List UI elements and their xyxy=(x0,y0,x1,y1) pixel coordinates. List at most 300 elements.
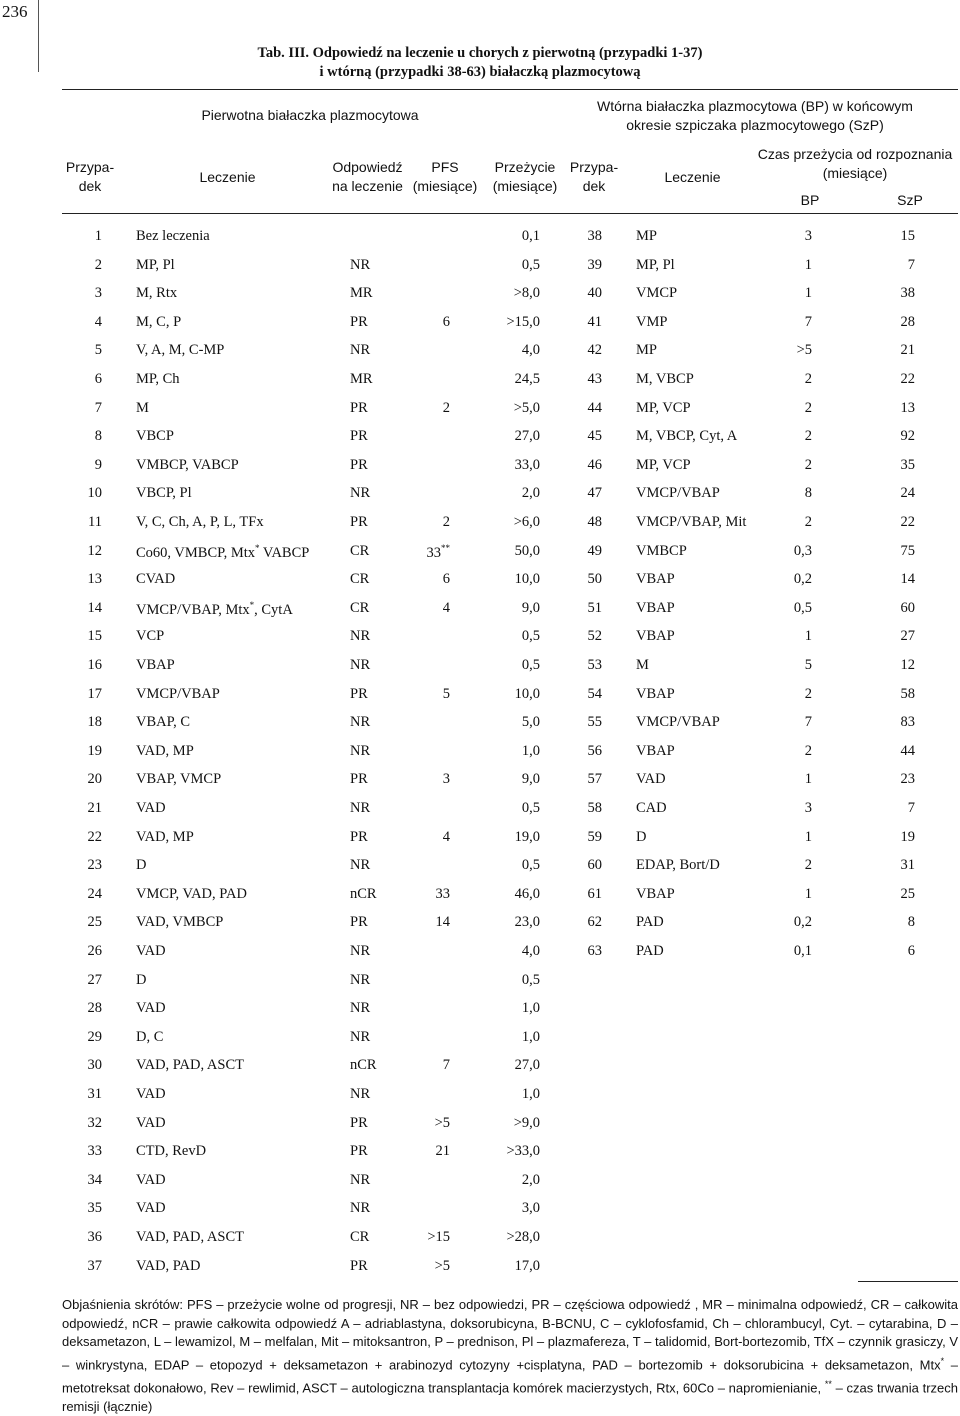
secondary-bp-cell: 0,3 xyxy=(793,542,812,559)
primary-survival-cell: 46,0 xyxy=(514,885,540,902)
primary-survival-cell: 19,0 xyxy=(514,828,540,845)
secondary-case-cell: 60 xyxy=(587,857,602,874)
primary-treatment-cell xyxy=(136,1229,244,1246)
primary-response-cell: PR xyxy=(350,428,368,445)
primary-case-cell: 10 xyxy=(87,485,102,502)
table-row xyxy=(0,628,960,648)
secondary-treatment-cell: MP, VCP xyxy=(636,456,691,473)
primary-survival-cell: 4,0 xyxy=(521,943,540,959)
primary-survival-cell: 27,0 xyxy=(514,1057,540,1074)
primary-pfs-cell: >5 xyxy=(434,1114,450,1131)
primary-treatment-cell xyxy=(136,1172,166,1189)
primary-case-cell: 26 xyxy=(87,943,102,959)
secondary-szp-cell: 38 xyxy=(900,285,915,302)
secondary-bp-cell: 7 xyxy=(804,313,812,330)
primary-pfs-cell: >15 xyxy=(427,1229,450,1245)
primary-case-cell: 17 xyxy=(87,685,102,702)
secondary-case-cell: 40 xyxy=(587,285,602,302)
primary-response-cell: NR xyxy=(350,256,371,273)
primary-treatment-text: VAD xyxy=(136,1171,166,1188)
secondary-bp-cell: 2 xyxy=(804,428,812,445)
primary-survival-cell: 0,5 xyxy=(521,628,540,645)
footnote-sup-2: ** xyxy=(824,1378,832,1389)
primary-case-cell: 23 xyxy=(87,857,102,874)
col-header-survival-diag-line-2: (miesiące) xyxy=(822,165,888,181)
primary-survival-cell: >9,0 xyxy=(513,1114,540,1131)
primary-survival-cell: 33,0 xyxy=(514,456,540,473)
secondary-case-cell: 51 xyxy=(587,599,602,616)
primary-treatment-text: M, C, P xyxy=(136,313,182,330)
table-row xyxy=(0,514,960,534)
col-header-case xyxy=(62,158,118,196)
secondary-treatment-cell: VMP xyxy=(636,313,668,330)
primary-treatment-text: VAD, PAD, ASCT xyxy=(136,1229,244,1245)
primary-treatment-text: VAD xyxy=(136,943,166,959)
primary-response-cell: NR xyxy=(350,1000,371,1017)
caption-line-1: Tab. III. Odpowiedź na leczenie u chorych z pierwotną (przypadki 1-37) xyxy=(257,45,703,61)
primary-survival-cell: 1,0 xyxy=(521,1086,540,1102)
primary-treatment-text: M xyxy=(136,399,149,416)
secondary-case-cell: 55 xyxy=(587,714,602,731)
primary-treatment-cell xyxy=(136,314,181,331)
primary-treatment-text: VAD xyxy=(136,1000,166,1017)
table-row xyxy=(0,1000,960,1020)
table-top-rule xyxy=(62,89,958,90)
primary-pfs-cell: 21 xyxy=(435,1143,450,1160)
footnote-text-1: Objaśnienia skrótów: PFS – przeżycie wolne od progresji, NR – bez odpowiedzi, PR – częściowa odpowiedź , MR – minimalna odpowiedź, CR – całkowita odpowiedź, nCR – prawie całkowita odpowiedź A – adriablastyna, doksorubicyna, B-BCNU, C – cyklofosfamid, Ch – chlorambucyl, Cyt. – cytarabina, D – deksametazon, L – lewamizol, M – melfalan, Mit – mitoksantron, P – prednison, Pl – plazmafereza, T – talidomid, Bort-bortezomib, TfX – czynnik grasiczy, V – winkrystyna, EDAP – etopozyd + deksametazon + arabinozyd cytozyny +cisplatyna, PAD – bortezomib + doksorubicina + deksametazon, Mtx xyxy=(62,1297,958,1373)
primary-case-cell: 3 xyxy=(94,285,102,302)
secondary-treatment-cell: PAD xyxy=(636,943,664,959)
primary-case-cell: 18 xyxy=(87,714,102,731)
secondary-case-cell: 41 xyxy=(587,313,602,330)
table-row xyxy=(0,1258,960,1278)
primary-case-cell: 20 xyxy=(87,771,102,788)
secondary-treatment-cell: VBAP xyxy=(636,628,675,645)
secondary-case-cell: 57 xyxy=(587,771,602,788)
primary-survival-cell: 5,0 xyxy=(521,714,540,731)
primary-treatment-text: VAD, MP xyxy=(136,742,194,759)
table-row xyxy=(0,771,960,791)
primary-case-cell: 21 xyxy=(87,800,102,816)
table-row xyxy=(0,428,960,448)
primary-treatment-cell xyxy=(136,857,146,874)
primary-treatment-text: V, A, M, C-MP xyxy=(136,342,225,359)
secondary-bp-cell: 0,2 xyxy=(793,914,812,931)
table-row xyxy=(0,743,960,763)
table-row xyxy=(0,314,960,334)
secondary-bp-cell: 2 xyxy=(804,399,812,416)
col-header-survival-line-1: Przeżycie xyxy=(494,159,556,175)
primary-treatment-sup: * xyxy=(249,599,255,610)
primary-survival-cell: 50,0 xyxy=(514,542,540,559)
primary-survival-cell: 17,0 xyxy=(514,1257,540,1274)
col-header-pfs xyxy=(405,158,485,196)
primary-pfs-text: 33 xyxy=(426,544,441,561)
secondary-case-cell: 61 xyxy=(587,885,602,902)
secondary-szp-cell: 12 xyxy=(900,657,915,673)
table-row xyxy=(0,228,960,248)
secondary-szp-cell: 6 xyxy=(907,943,915,959)
table-row xyxy=(0,1115,960,1135)
primary-survival-cell: 0,5 xyxy=(521,256,540,273)
primary-group-header: Pierwotna białaczka plazmocytowa xyxy=(201,107,419,123)
primary-pfs-cell: 14 xyxy=(435,914,450,931)
secondary-treatment-cell: VAD xyxy=(636,771,666,788)
primary-case-cell: 35 xyxy=(87,1200,102,1217)
secondary-szp-cell: 7 xyxy=(907,256,915,273)
primary-pfs-cell: 7 xyxy=(442,1057,450,1074)
secondary-case-cell: 45 xyxy=(587,428,602,445)
primary-treatment-text: VAD, VMBCP xyxy=(136,914,224,931)
table-row xyxy=(0,914,960,934)
secondary-bp-cell: 2 xyxy=(804,685,812,702)
primary-treatment-text: VMCP/VBAP, Mtx xyxy=(136,601,250,618)
primary-pfs-cell: 3 xyxy=(442,771,450,788)
primary-treatment-cell xyxy=(136,943,166,960)
secondary-case-cell: 44 xyxy=(587,399,602,416)
primary-survival-cell: 27,0 xyxy=(514,428,540,445)
primary-treatment-cell xyxy=(136,485,192,502)
primary-case-cell: 34 xyxy=(87,1171,102,1188)
table-row xyxy=(0,285,960,305)
primary-response-cell: nCR xyxy=(350,885,377,902)
primary-case-cell: 9 xyxy=(94,456,102,473)
primary-response-cell: NR xyxy=(350,1200,371,1217)
primary-treatment-text: CVAD xyxy=(136,571,176,588)
primary-response-cell: PR xyxy=(350,313,368,330)
primary-response-cell: CR xyxy=(350,571,370,588)
primary-treatment-text: VMBCP, VABCP xyxy=(136,456,239,473)
primary-treatment-cell xyxy=(136,285,177,302)
secondary-treatment-cell: M, VBCP, Cyt, A xyxy=(636,428,738,445)
primary-treatment-cell xyxy=(136,1057,244,1074)
col-header-survival-from-diagnosis xyxy=(755,145,955,183)
secondary-szp-cell: 27 xyxy=(900,628,915,645)
secondary-szp-cell: 75 xyxy=(900,542,915,559)
primary-treatment-text: Co60, VMBCP, Mtx xyxy=(136,544,255,561)
primary-treatment-text: VMCP, VAD, PAD xyxy=(136,885,247,902)
secondary-szp-cell: 31 xyxy=(900,857,915,874)
table-row xyxy=(0,943,960,963)
primary-survival-cell: >5,0 xyxy=(513,399,540,416)
secondary-szp-cell: 22 xyxy=(900,371,915,387)
secondary-szp-cell: 19 xyxy=(900,828,915,845)
primary-response-cell: NR xyxy=(350,943,371,959)
primary-case-cell: 22 xyxy=(87,828,102,845)
table-row xyxy=(0,257,960,277)
primary-pfs-cell: 5 xyxy=(442,685,450,702)
footnote-text-2: – metotreksat dokonałowo, Rev – rewlimid, ASCT – autologiczna transplantacja komórek macierzystych, Rtx, 60Co – napromienianie, xyxy=(62,1357,959,1396)
primary-survival-cell: 2,0 xyxy=(521,1171,540,1188)
primary-response-cell: PR xyxy=(350,828,368,845)
secondary-bp-cell: 1 xyxy=(804,885,812,902)
col-header-treatment-secondary: Leczenie xyxy=(664,169,721,185)
col-header-case-secondary-line-1: Przypa- xyxy=(569,159,619,175)
primary-case-cell: 8 xyxy=(94,428,102,445)
secondary-bp-cell: 1 xyxy=(804,771,812,788)
table-row xyxy=(0,371,960,391)
primary-case-cell: 13 xyxy=(87,571,102,588)
primary-treatment-text: VBCP, Pl xyxy=(136,485,192,502)
secondary-treatment-cell: VBAP xyxy=(636,685,675,702)
primary-survival-cell: 4,0 xyxy=(521,342,540,359)
table-row xyxy=(0,400,960,420)
secondary-szp-cell: 24 xyxy=(900,485,915,502)
primary-treatment-cell xyxy=(136,800,166,817)
primary-treatment-cell xyxy=(136,400,149,417)
secondary-treatment-cell: VBAP xyxy=(636,885,675,902)
table-row xyxy=(0,1172,960,1192)
primary-treatment-text: VAD xyxy=(136,1114,166,1131)
primary-response-cell: NR xyxy=(350,657,371,673)
secondary-treatment-cell: VMCP xyxy=(636,285,678,302)
secondary-case-cell: 50 xyxy=(587,571,602,588)
col-header-case-secondary-line-2: dek xyxy=(582,178,606,194)
primary-treatment-text: VBAP, C xyxy=(136,714,190,731)
primary-pfs-cell: 4 xyxy=(442,599,450,616)
primary-case-cell: 14 xyxy=(87,599,102,616)
col-header-szp: SzP xyxy=(897,192,923,208)
primary-survival-cell: 0,5 xyxy=(521,971,540,988)
secondary-bp-cell: 0,2 xyxy=(793,571,812,588)
primary-pfs-cell: 4 xyxy=(442,828,450,845)
primary-case-cell: 12 xyxy=(87,542,102,559)
secondary-bp-cell: 7 xyxy=(804,714,812,731)
primary-treatment-cell xyxy=(136,1143,206,1160)
primary-case-cell: 32 xyxy=(87,1114,102,1131)
secondary-szp-cell: 44 xyxy=(900,742,915,759)
primary-survival-cell: 0,5 xyxy=(521,657,540,673)
primary-treatment-text: VAD, PAD, ASCT xyxy=(136,1057,244,1074)
secondary-treatment-cell: MP xyxy=(636,342,657,359)
primary-response-cell: CR xyxy=(350,1229,370,1245)
secondary-treatment-cell: M xyxy=(636,657,649,673)
secondary-bp-cell: 1 xyxy=(804,628,812,645)
primary-treatment-text: VAD, MP xyxy=(136,828,194,845)
primary-treatment-cell xyxy=(136,257,175,274)
table-row xyxy=(0,686,960,706)
primary-response-cell: CR xyxy=(350,599,370,616)
primary-treatment-cell xyxy=(136,1258,200,1275)
primary-survival-cell: >15,0 xyxy=(506,313,540,330)
primary-case-cell: 28 xyxy=(87,1000,102,1017)
primary-response-cell: PR xyxy=(350,399,368,416)
secondary-szp-cell: 83 xyxy=(900,714,915,731)
secondary-group-line-2: okresie szpiczaka plazmocytowego (SzP) xyxy=(626,117,884,133)
primary-treatment-text: VBAP, VMCP xyxy=(136,771,222,788)
primary-treatment-cell xyxy=(136,514,264,531)
secondary-case-cell: 63 xyxy=(587,943,602,959)
primary-survival-cell: 0,5 xyxy=(521,857,540,874)
table-row xyxy=(0,1229,960,1249)
table-row xyxy=(0,1200,960,1220)
table-row xyxy=(0,1057,960,1077)
primary-treatment-text: Bez leczenia xyxy=(136,228,210,244)
secondary-treatment-cell: M, VBCP xyxy=(636,371,694,387)
secondary-bp-cell: 2 xyxy=(804,514,812,530)
secondary-szp-cell: 58 xyxy=(900,685,915,702)
table-row xyxy=(0,857,960,877)
table-row xyxy=(0,485,960,505)
table-row xyxy=(0,600,960,620)
primary-survival-cell: 10,0 xyxy=(514,685,540,702)
secondary-bp-cell: >5 xyxy=(796,342,812,359)
secondary-case-cell: 47 xyxy=(587,485,602,502)
primary-response-cell: PR xyxy=(350,456,368,473)
primary-response-cell: MR xyxy=(350,371,373,387)
secondary-szp-cell: 23 xyxy=(900,771,915,788)
col-header-survival xyxy=(480,158,570,196)
secondary-szp-cell: 25 xyxy=(900,885,915,902)
primary-treatment-text: VCP xyxy=(136,628,165,645)
primary-treatment-text: VMCP/VBAP xyxy=(136,685,220,702)
secondary-treatment-cell: VMCP/VBAP xyxy=(636,485,720,502)
secondary-szp-cell: 13 xyxy=(900,399,915,416)
secondary-bp-cell: 3 xyxy=(804,228,812,244)
primary-case-cell: 24 xyxy=(87,885,102,902)
primary-treatment-cell xyxy=(136,228,210,245)
table-row xyxy=(0,972,960,992)
secondary-case-cell: 54 xyxy=(587,685,602,702)
secondary-treatment-cell: EDAP, Bort/D xyxy=(636,857,720,874)
primary-response-cell: NR xyxy=(350,742,371,759)
secondary-treatment-cell: MP xyxy=(636,228,657,244)
col-header-case-line-1: Przypa- xyxy=(65,159,115,175)
abbreviations-footnote xyxy=(62,1296,958,1416)
primary-pfs-cell: 33 xyxy=(435,885,450,902)
primary-treatment-cell xyxy=(136,1029,163,1046)
secondary-case-cell: 48 xyxy=(587,514,602,530)
primary-treatment-cell xyxy=(136,1200,166,1217)
secondary-treatment-cell: VMBCP xyxy=(636,542,687,559)
primary-treatment-cell xyxy=(136,743,194,760)
primary-treatment-cell xyxy=(136,457,239,474)
secondary-treatment-cell: D xyxy=(636,828,647,845)
primary-pfs-cell: 2 xyxy=(442,399,450,416)
header-bottom-rule xyxy=(62,213,958,214)
primary-response-cell: NR xyxy=(350,1171,371,1188)
col-header-pfs-line-1: PFS xyxy=(431,159,459,175)
primary-survival-cell: 2,0 xyxy=(521,485,540,502)
primary-response-cell: CR xyxy=(350,542,370,559)
primary-response-cell: NR xyxy=(350,1086,371,1102)
primary-treatment-cell xyxy=(136,771,221,788)
secondary-treatment-cell: MP, VCP xyxy=(636,399,691,416)
secondary-group-header xyxy=(560,97,950,135)
secondary-bp-cell: 2 xyxy=(804,456,812,473)
primary-case-cell: 5 xyxy=(94,342,102,359)
primary-case-cell: 36 xyxy=(87,1229,102,1245)
primary-treatment-cell xyxy=(136,686,220,703)
secondary-bp-cell: 1 xyxy=(804,828,812,845)
primary-response-cell: NR xyxy=(350,714,371,731)
table-row xyxy=(0,342,960,362)
primary-response-cell: MR xyxy=(350,285,373,302)
primary-treatment-text: VAD xyxy=(136,800,166,816)
primary-case-cell: 29 xyxy=(87,1028,102,1045)
primary-survival-cell: >6,0 xyxy=(513,514,540,530)
primary-response-cell: NR xyxy=(350,800,371,816)
col-header-survival-diag-line-1: Czas przeżycia od rozpoznania xyxy=(757,146,953,162)
secondary-szp-cell: 15 xyxy=(900,228,915,244)
secondary-case-cell: 53 xyxy=(587,657,602,673)
primary-response-cell: PR xyxy=(350,771,368,788)
primary-response-cell: PR xyxy=(350,1257,368,1274)
primary-survival-cell: 9,0 xyxy=(521,599,540,616)
primary-survival-cell: 9,0 xyxy=(521,771,540,788)
secondary-bp-cell: 1 xyxy=(804,285,812,302)
primary-survival-cell: 10,0 xyxy=(514,571,540,588)
secondary-treatment-cell: VBAP xyxy=(636,571,675,588)
secondary-szp-cell: 60 xyxy=(900,599,915,616)
table-row xyxy=(0,829,960,849)
table-row xyxy=(0,886,960,906)
primary-treatment-cell xyxy=(136,1000,166,1017)
primary-treatment-cell xyxy=(136,657,175,674)
secondary-szp-cell: 14 xyxy=(900,571,915,588)
primary-case-cell: 37 xyxy=(87,1257,102,1274)
secondary-case-cell: 56 xyxy=(587,742,602,759)
secondary-treatment-cell: VMCP/VBAP, Mit xyxy=(636,514,747,530)
primary-survival-cell: 1,0 xyxy=(521,1028,540,1045)
primary-treatment-cell xyxy=(136,886,247,903)
primary-treatment-text: D, C xyxy=(136,1028,164,1045)
secondary-bp-cell: 2 xyxy=(804,371,812,387)
primary-treatment-cell xyxy=(136,428,174,445)
primary-survival-cell: 0,1 xyxy=(521,228,540,244)
secondary-treatment-cell: VMCP/VBAP xyxy=(636,714,720,731)
col-header-response-line-1: Odpowiedź xyxy=(332,159,403,175)
primary-treatment-text: MP, Ch xyxy=(136,371,180,387)
secondary-bp-cell: 8 xyxy=(804,485,812,502)
primary-treatment-sup: * xyxy=(255,542,260,553)
footnote-text-3: – czas trwania trzech remisji (łącznie) xyxy=(62,1380,958,1414)
primary-response-cell: PR xyxy=(350,1114,368,1131)
primary-treatment-cell xyxy=(136,628,164,645)
secondary-szp-cell: 22 xyxy=(900,514,915,530)
secondary-treatment-cell: MP, Pl xyxy=(636,256,675,273)
secondary-case-cell: 62 xyxy=(587,914,602,931)
primary-pfs-cell: >5 xyxy=(434,1257,450,1274)
primary-case-cell: 30 xyxy=(87,1057,102,1074)
col-header-survival-line-2: (miesiące) xyxy=(492,178,558,194)
primary-case-cell: 6 xyxy=(94,371,102,387)
primary-treatment-cell xyxy=(136,972,146,989)
primary-treatment-cell xyxy=(136,543,309,562)
primary-pfs-cell: 6 xyxy=(442,313,450,330)
secondary-szp-cell: 21 xyxy=(900,342,915,359)
primary-treatment-text: VAD xyxy=(136,1086,166,1102)
primary-case-cell: 15 xyxy=(87,628,102,645)
primary-treatment-tail: , CytA xyxy=(254,601,293,618)
primary-treatment-text: D xyxy=(136,971,147,988)
primary-treatment-text: VAD, PAD xyxy=(136,1257,201,1274)
primary-treatment-cell xyxy=(136,371,180,388)
col-header-treatment: Leczenie xyxy=(199,169,256,185)
primary-treatment-text: VAD xyxy=(136,1200,166,1217)
primary-treatment-text: VBAP xyxy=(136,657,175,673)
primary-pfs-cell: 2 xyxy=(442,514,450,530)
primary-treatment-cell xyxy=(136,714,190,731)
primary-treatment-text: MP, Pl xyxy=(136,256,175,273)
primary-case-cell: 2 xyxy=(94,256,102,273)
secondary-case-cell: 46 xyxy=(587,456,602,473)
secondary-case-cell: 43 xyxy=(587,371,602,387)
primary-survival-cell: >28,0 xyxy=(506,1229,540,1245)
primary-response-cell: PR xyxy=(350,514,368,530)
secondary-szp-cell: 7 xyxy=(907,800,915,816)
secondary-case-cell: 38 xyxy=(587,228,602,244)
